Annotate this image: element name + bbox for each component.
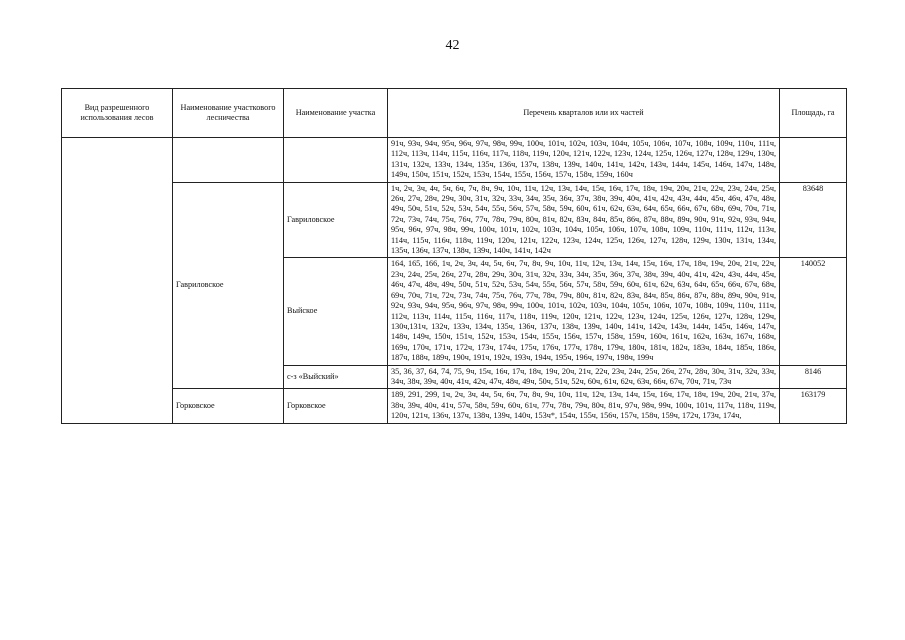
cell-area [780,138,847,183]
cell-quarters: 1ч, 2ч, 3ч, 4ч, 5ч, 6ч, 7ч, 8ч, 9ч, 10ч, 11ч, 12ч, 13ч, 14ч, 15ч, 16ч, 17ч, 18ч, 19ч, 20ч, 21ч, 22ч, 23ч, 24ч, 25ч, 26ч, 27ч, 28ч, 29ч, 30ч, 31ч, 32ч, 33ч, 34ч, 35ч, 36ч, 37ч, 38ч, 39ч, 40ч, 41ч, 42ч, 43ч, 44ч, 45ч, 46ч, 47ч, 48ч, 49ч, 50ч, 51ч, 52ч, 53ч, 54ч, 55ч, 56ч, 57ч, 58ч, 59ч, 60ч, 61ч, 62ч, 63ч, 64ч, 65ч, 66ч, 67ч, 68ч, 69ч, 70ч, 71ч, 72ч, 73ч, 74ч, 75ч, 76ч, 77ч, 78ч, 79ч, 80ч, 81ч, 82ч, 83ч, 84ч, 85ч, 86ч, 87ч, 88ч, 89ч, 90ч, 91ч, 92ч, 93ч, 94ч, 95ч, 96ч, 97ч, 98ч, 99ч, 100ч, 101ч, 102ч, 103ч, 104ч, 105ч, 106ч, 107ч, 108ч, 109ч, 110ч, 111ч, 112ч, 113ч, 114ч, 115ч, 116ч, 118ч, 119ч, 120ч, 121ч, 122ч, 123ч, 124ч, 125ч, 126ч, 127ч, 128ч, 129ч, 130ч, 131ч, 134ч, 135ч, 136ч, 137ч, 138ч, 139ч, 140ч, 141ч, 142ч [388,182,780,258]
header-district-forestry: Наименование участкового лесничества [173,89,284,138]
cell-quarters: 35, 36, 37, 64, 74, 75, 9ч, 15ч, 16ч, 17ч, 18ч, 19ч, 20ч, 21ч, 22ч, 23ч, 24ч, 25ч, 26ч, 27ч, 28ч, 30ч, 31ч, 32ч, 33ч, 34ч, 38ч, 39ч, 40ч, 41ч, 42ч, 47ч, 48ч, 49ч, 50ч, 51ч, 52ч, 60ч, 61ч, 62ч, 63ч, 66ч, 67ч, 70ч, 71ч, 73ч [388,365,780,389]
table-row [62,182,847,258]
cell-quarters: 189, 291, 299, 1ч, 2ч, 3ч, 4ч, 5ч, 6ч, 7ч, 8ч, 9ч, 10ч, 11ч, 12ч, 13ч, 14ч, 15ч, 16ч, 17ч, 18ч, 19ч, 20ч, 21ч, 37ч, 38ч, 39ч, 40ч, 41ч, 57ч, 58ч, 59ч, 60ч, 61ч, 77ч, 78ч, 79ч, 80ч, 81ч, 97ч, 98ч, 99ч, 100ч, 101ч, 117ч, 118ч, 119ч, 120ч, 121ч, 136ч, 137ч, 138ч, 139ч, 140ч, 153ч*, 154ч, 155ч, 156ч, 157ч, 158ч, 159ч, 172ч, 173ч, 174ч, [388,389,780,423]
cell-site: Выйское [284,258,388,365]
cell-site: Гавриловское [284,182,388,258]
cell-site [284,138,388,183]
cell-quarters: 91ч, 93ч, 94ч, 95ч, 96ч, 97ч, 98ч, 99ч, 100ч, 101ч, 102ч, 103ч, 104ч, 105ч, 106ч, 107ч, 108ч, 109ч, 110ч, 111ч, 112ч, 113ч, 114ч, 115ч, 116ч, 117ч, 118ч, 119ч, 120ч, 121ч, 122ч, 123ч, 124ч, 125ч, 126ч, 127ч, 128ч, 129ч, 130ч, 131ч, 132ч, 133ч, 134ч, 135ч, 136ч, 137ч, 138ч, 139ч, 140ч, 141ч, 142ч, 143ч, 144ч, 145ч, 146ч, 147ч, 148ч, 149ч, 150ч, 151ч, 152ч, 153ч, 154ч, 155ч, 156ч, 157ч, 158ч, 159ч, 160ч [388,138,780,183]
header-use-type: Вид разрешенного использования лесов [62,89,173,138]
cell-district-forestry [173,138,284,183]
cell-area: 163179 [780,389,847,423]
cell-district-forestry: Горковское [173,389,284,423]
cell-area: 140052 [780,258,847,365]
cell-quarters: 164, 165, 166, 1ч, 2ч, 3ч, 4ч, 5ч, 6ч, 7ч, 8ч, 9ч, 10ч, 11ч, 12ч, 13ч, 14ч, 15ч, 16ч, 17ч, 18ч, 19ч, 20ч, 21ч, 22ч, 23ч, 24ч, 25ч, 26ч, 27ч, 28ч, 29ч, 30ч, 31ч, 32ч, 33ч, 34ч, 35ч, 36ч, 37ч, 38ч, 39ч, 40ч, 41ч, 42ч, 43ч, 44ч, 45ч, 46ч, 47ч, 48ч, 49ч, 50ч, 51ч, 52ч, 53ч, 54ч, 55ч, 56ч, 57ч, 58ч, 59ч, 60ч, 61ч, 62ч, 63ч, 64ч, 65ч, 66ч, 67ч, 68ч, 69ч, 70ч, 71ч, 72ч, 73ч, 74ч, 75ч, 76ч, 77ч, 78ч, 79ч, 80ч, 81ч, 82ч, 83ч, 84ч, 85ч, 86ч, 87ч, 88ч, 89ч, 90ч, 91ч, 92ч, 93ч, 94ч, 95ч, 96ч, 97ч, 98ч, 99ч, 100ч, 101ч, 102ч, 103ч, 104ч, 105ч, 106ч, 107ч, 108ч, 109ч, 110ч, 111ч, 112ч, 113ч, 114ч, 115ч, 116ч, 117ч, 118ч, 119ч, 120ч, 121ч, 122ч, 123ч, 124ч, 125ч, 126ч, 127ч, 128ч, 129ч, 130ч,131ч, 132ч, 133ч, 134ч, 135ч, 136ч, 137ч, 138ч, 139ч, 140ч, 141ч, 142ч, 143ч, 144ч, 145ч, 146ч, 147ч, 148ч, 149ч, 150ч, 151ч, 152ч, 153ч, 154ч, 155ч, 156ч, 157ч, 158ч, 159ч, 160ч, 161ч, 162ч, 163ч, 167ч, 168ч, 169ч, 170ч, 171ч, 172ч, 173ч, 174ч, 175ч, 176ч, 177ч, 178ч, 179ч, 180ч, 181ч, 182ч, 183ч, 184ч, 185ч, 186ч, 187ч, 188ч, 189ч, 190ч, 191ч, 192ч, 193ч, 194ч, 195ч, 196ч, 197ч, 198ч, 199ч [388,258,780,365]
table-header-row [62,89,847,138]
cell-area: 8146 [780,365,847,389]
cell-site: Горковское [284,389,388,423]
cell-area: 83648 [780,182,847,258]
table-row [62,389,847,423]
cell-district-forestry: Гавриловское [173,182,284,389]
header-site: Наименование участка [284,89,388,138]
header-area: Площадь, га [780,89,847,138]
forest-use-table [61,88,847,424]
header-quarters: Перечень кварталов или их частей [388,89,780,138]
page-number: 42 [445,38,460,53]
table-row [62,138,847,183]
cell-site: с-з «Выйский» [284,365,388,389]
cell-use-type [62,138,173,424]
